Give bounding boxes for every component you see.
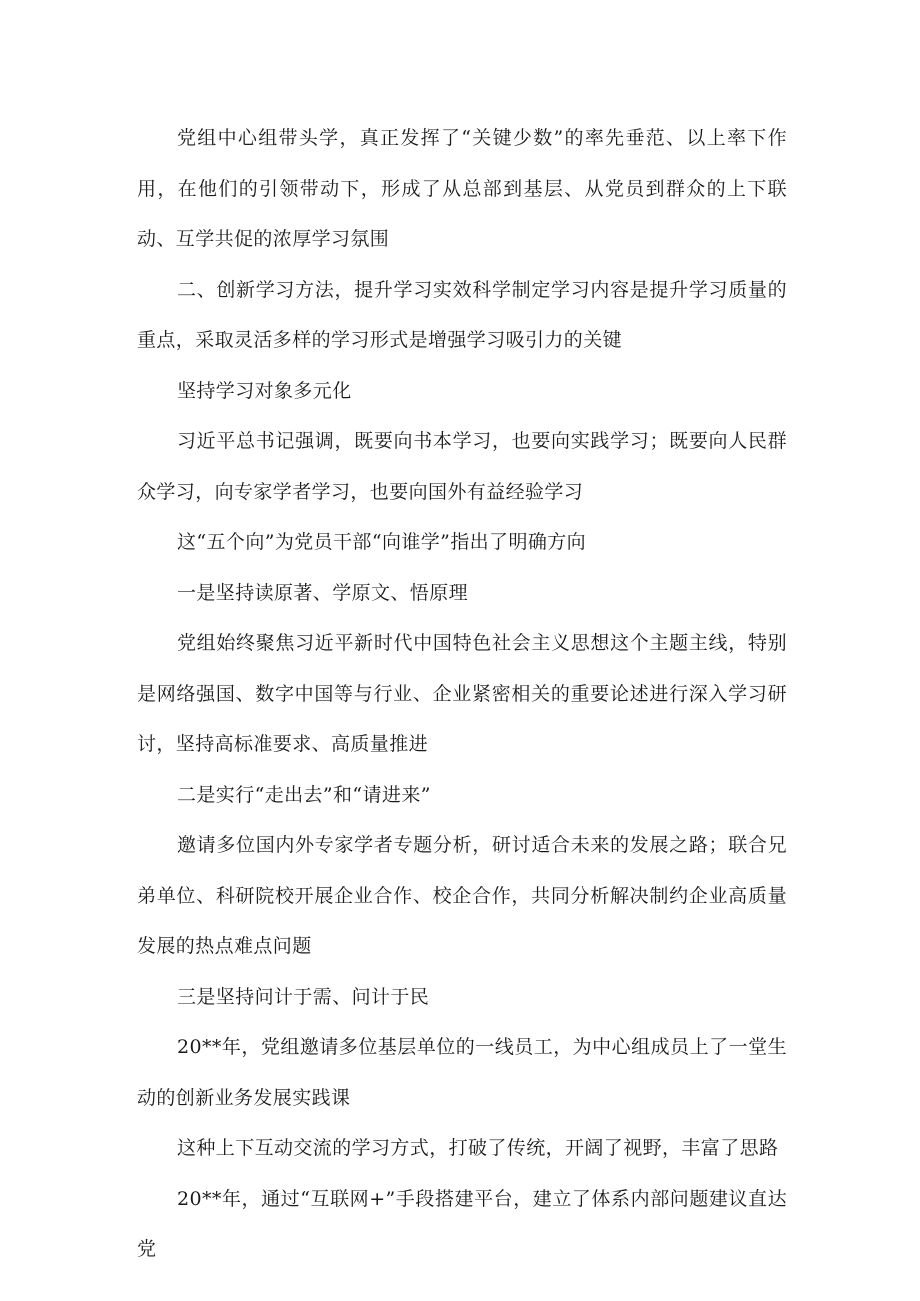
paragraph-5: 这“五个向”为党员干部“向谁学”指出了明确方向 <box>177 531 587 553</box>
paragraph-6: 一是坚持读原著、学原文、悟原理 <box>177 581 469 604</box>
paragraph-1: 党组中心组带头学，真正发挥了“关键少数”的率先垂范、以上率下作用，在他们的引领带动下，形成了从总部到基层、从党员到群众的上下联动、互学共促的浓厚学习氛围 <box>137 127 787 250</box>
paragraph-8: 二是实行“走出去”和“请进来” <box>177 783 431 806</box>
paragraph-7: 党组始终聚焦习近平新时代中国特色社会主义思想这个主题主线，特别是网络强国、数字中国等与行业、企业紧密相关的重要论述进行深入学习研讨，坚持高标准要求、高质量推进 <box>137 632 787 755</box>
paragraph-12: 这种上下互动交流的学习方式，打破了传统，开阔了视野，丰富了思路 <box>177 1137 779 1159</box>
paragraph-2: 二、创新学习方法，提升学习实效科学制定学习内容是提升学习质量的重点，采取灵活多样的学习形式是增强学习吸引力的关键 <box>137 278 787 351</box>
paragraph-3: 坚持学习对象多元化 <box>177 379 352 402</box>
paragraph-11: 20**年，党组邀请多位基层单位的一线员工，为中心组成员上了一堂生动的创新业务发展实践课 <box>137 1036 787 1109</box>
paragraph-13: 20**年，通过“互联网+”手段搭建平台，建立了体系内部问题建议直达党 <box>137 1187 787 1260</box>
paragraph-10: 三是坚持问计于需、问计于民 <box>177 985 430 1008</box>
paragraph-4: 习近平总书记强调，既要向书本学习，也要向实践学习；既要向人民群众学习，向专家学者学习，也要向国外有益经验学习 <box>137 430 787 503</box>
document-body <box>137 113 787 1275</box>
paragraph-9: 邀请多位国内外专家学者专题分析，研讨适合未来的发展之路；联合兄弟单位、科研院校开展企业合作、校企合作，共同分析解决制约企业高质量发展的热点难点问题 <box>137 834 787 957</box>
